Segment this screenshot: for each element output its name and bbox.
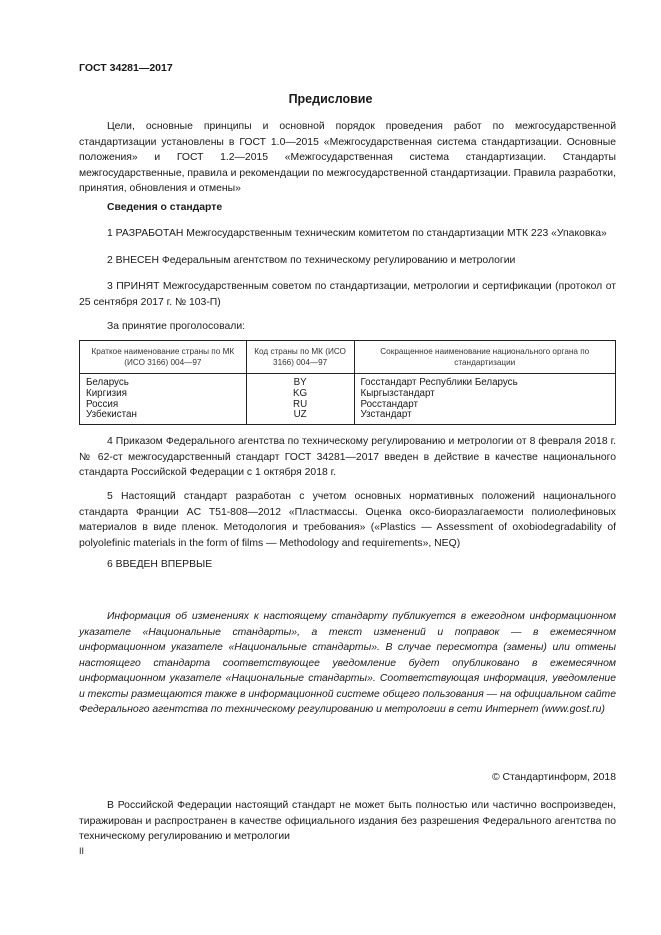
column-header-body: Сокращенное наименование национального органа по стандартизации xyxy=(354,341,616,374)
item-4 xyxy=(79,434,616,481)
table-row xyxy=(80,400,616,411)
code-cell: BY xyxy=(246,374,354,389)
item-3 xyxy=(79,279,616,310)
item-6-text: 6 ВВЕДЕН ВПЕРВЫЕ xyxy=(107,559,213,570)
body-cell: Узстандарт xyxy=(354,410,616,424)
table-row xyxy=(80,374,616,389)
item-5 xyxy=(79,489,616,551)
page-title: Предисловие xyxy=(288,92,373,106)
voted-label xyxy=(79,319,616,335)
intro-paragraph xyxy=(79,119,616,197)
item-6 xyxy=(79,557,616,573)
notice-text: В Российской Федерации настоящий стандарт не может быть полностью или частично воспроизведен, тиражирован и распространен в качестве официального издания без разрешения Федерального агентства по техническому регулированию и метрологии xyxy=(79,800,616,842)
column-header-country: Краткое наименование страны по МК (ИСО 3166) 004—97 xyxy=(80,341,247,374)
info-text: Информация об изменениях к настоящему стандарту публикуется в ежегодном информационном указателе «Национальные стандарты», а текст изменений и поправок — в ежемесячном информационном указателе «Национальные стандарты». В случае пересмотра (замены) или отмены настоящего стандарта соответствующее уведомление будет опубликовано в ежемесячном информационном указателе «Национальные стандарты». Соответствующая информация, уведомление и тексты размещаются также в информационной системе общего пользования — на официальном сайте Федерального агентства по техническому регулированию и метрологии в сети Интернет (www.gost.ru) xyxy=(79,611,616,715)
item-2 xyxy=(79,253,616,269)
body-cell: Кыргызстандарт xyxy=(354,389,616,400)
copyright: © Стандартинформ, 2018 xyxy=(491,772,616,783)
item-1-text: 1 РАЗРАБОТАН Межгосударственным техническим комитетом по стандартизации МТК 223 «Упаковка» xyxy=(107,228,607,239)
column-header-code: Код страны по МК (ИСО 3166) 004—97 xyxy=(246,341,354,374)
notice-paragraph xyxy=(79,798,616,845)
section-heading xyxy=(79,200,616,216)
item-1 xyxy=(79,226,616,242)
country-cell: Россия xyxy=(80,400,247,411)
item-4-text: 4 Приказом Федерального агентства по техническому регулированию и метрологии от 8 февраля 2018 г. № 62-ст межгосударственный стандарт ГОСТ 34281—2017 введен в действие в качестве национального стандарта Российской Федерации с 1 октября 2018 г. xyxy=(79,436,616,478)
info-paragraph xyxy=(79,609,616,718)
item-5-text: 5 Настоящий стандарт разработан с учетом основных нормативных положений национального стандарта Франции AC T51-808—2012 «Пластмассы. Оценка оксо-биоразлагаемости полиолефиновых материалов в виде пленок. Методология и требования» («Plastics — Assessment of oxobiodegradability of polyolefinic materials in the form of films — Methodology and requirements», NEQ) xyxy=(79,491,616,549)
table-row xyxy=(80,410,616,424)
body-cell: Росстандарт xyxy=(354,400,616,411)
document-code-header: ГОСТ 34281—2017 xyxy=(79,62,173,74)
voted-label-text: За принятие проголосовали: xyxy=(107,321,246,332)
body-cell: Госстандарт Республики Беларусь xyxy=(354,374,616,389)
country-cell: Узбекистан xyxy=(80,410,247,424)
table-header-row xyxy=(80,341,616,374)
voting-countries-table xyxy=(79,340,616,425)
table-row xyxy=(80,389,616,400)
item-2-text: 2 ВНЕСЕН Федеральным агентством по техническому регулированию и метрологии xyxy=(107,255,516,266)
code-cell: KG xyxy=(246,389,354,400)
country-cell: Беларусь xyxy=(80,374,247,389)
country-cell: Киргизия xyxy=(80,389,247,400)
item-3-text: 3 ПРИНЯТ Межгосударственным советом по стандартизации, метрологии и сертификации (протокол от 25 сентября 2017 г. № 103-П) xyxy=(79,281,616,308)
code-cell: RU xyxy=(246,400,354,411)
code-cell: UZ xyxy=(246,410,354,424)
section-heading-text: Сведения о стандарте xyxy=(107,202,223,213)
page-number: II xyxy=(79,846,85,856)
intro-text: Цели, основные принципы и основной порядок проведения работ по межгосударственной стандартизации установлены в ГОСТ 1.0—2015 «Межгосударственная система стандартизации. Основные положения» и ГОСТ 1.2—2015 «Межгосударственная система стандартизации. Стандарты межгосударственные, правила и рекомендации по межгосударственной стандартизации. Правила разработки, принятия, обновления и отмены» xyxy=(79,121,616,194)
